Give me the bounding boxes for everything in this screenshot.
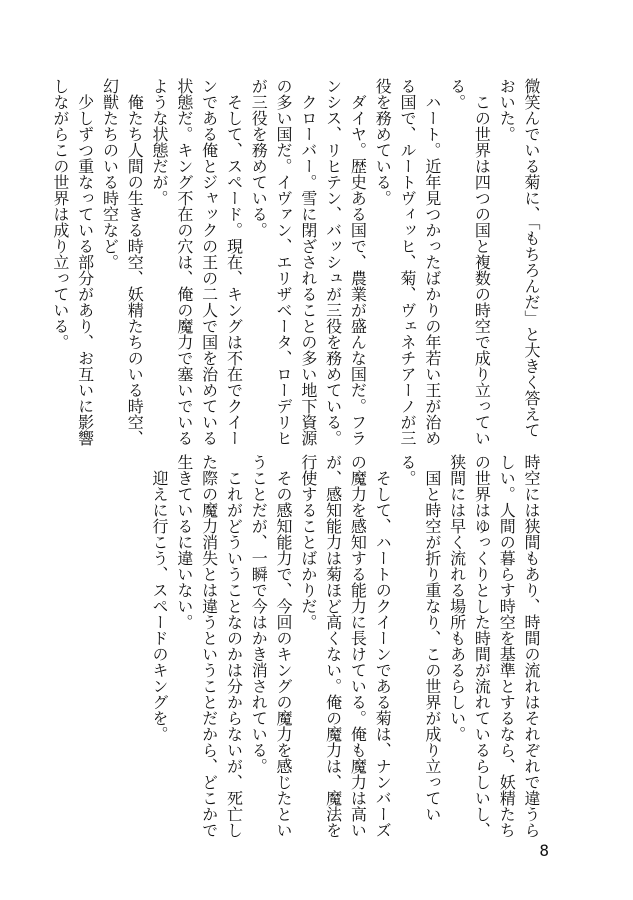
paragraph: そして、スペード。現在、キングは不在でクイーンである俺とジャックの王の二人で国を治めている状態だ。キング不在の穴は、俺の魔力で塞いでいるような状態だが。 [150,78,244,446]
lower-text-block [150,454,543,838]
upper-text-block [50,78,543,450]
paragraph: ダイヤ。歴史ある国で、農業が盛んな国だ。フランシス、リヒテン、バッシュが三役を務めている。 [323,78,368,446]
paragraph: 国と時空が折り重なり、この世界が成り立っている。 [398,454,442,822]
paragraph: 迎えに行こう、スペードのキングを。 [150,470,170,742]
paragraph: そして、ハートのクイーンである菊は、ナンバーズの魔力を感知する能力に長けている。俺も魔力は高いが、感知能力は菊ほど高くない。俺の魔力は、魔法を行使することばかりだ。 [298,454,393,838]
paragraph: 俺たち人間の生きる時空、妖精たちのいる時空、幻獣たちのいる時空など。 [100,78,145,446]
paragraph: 時空には狭間もあり、時間の流れはそれぞれで違うらしい。人間の暮らす時空を基準とするなら、妖精たちの世界はゆっくりとした時間が流れているらしいし、狭間には早く流れる場所もあるらしい。 [447,454,541,838]
paragraph: これがどういうことなのかは分からないが、死亡した際の魔力消失とは違うということだから、どこかで生きているに違いない。 [174,454,244,838]
page-number: 8 [539,841,549,860]
paragraph: 微笑んでいる菊に、「もちろんだ」と大きく答えておいた。 [497,78,541,438]
paragraph: ハート。近年見つかったばかりの年若い王が治める国で、ルートヴィッヒ、菊、ヴェネチアーノが三役を務めている。 [373,78,442,446]
paragraph: その感知能力で、今回のキングの魔力を感じたということだが、一瞬で今はかき消されている。 [249,454,294,838]
paragraph: 少しずつ重なっている部分があり、お互いに影響しながらこの世界は成り立っている。 [50,78,95,446]
paragraph: この世界は四つの国と複数の時空で成り立っている。 [447,78,492,446]
paragraph: クローバー。雪に閉ざされることの多い地下資源の多い国だ。イヴァン、エリザベータ、ローデリヒが三役を務めている。 [249,78,318,446]
